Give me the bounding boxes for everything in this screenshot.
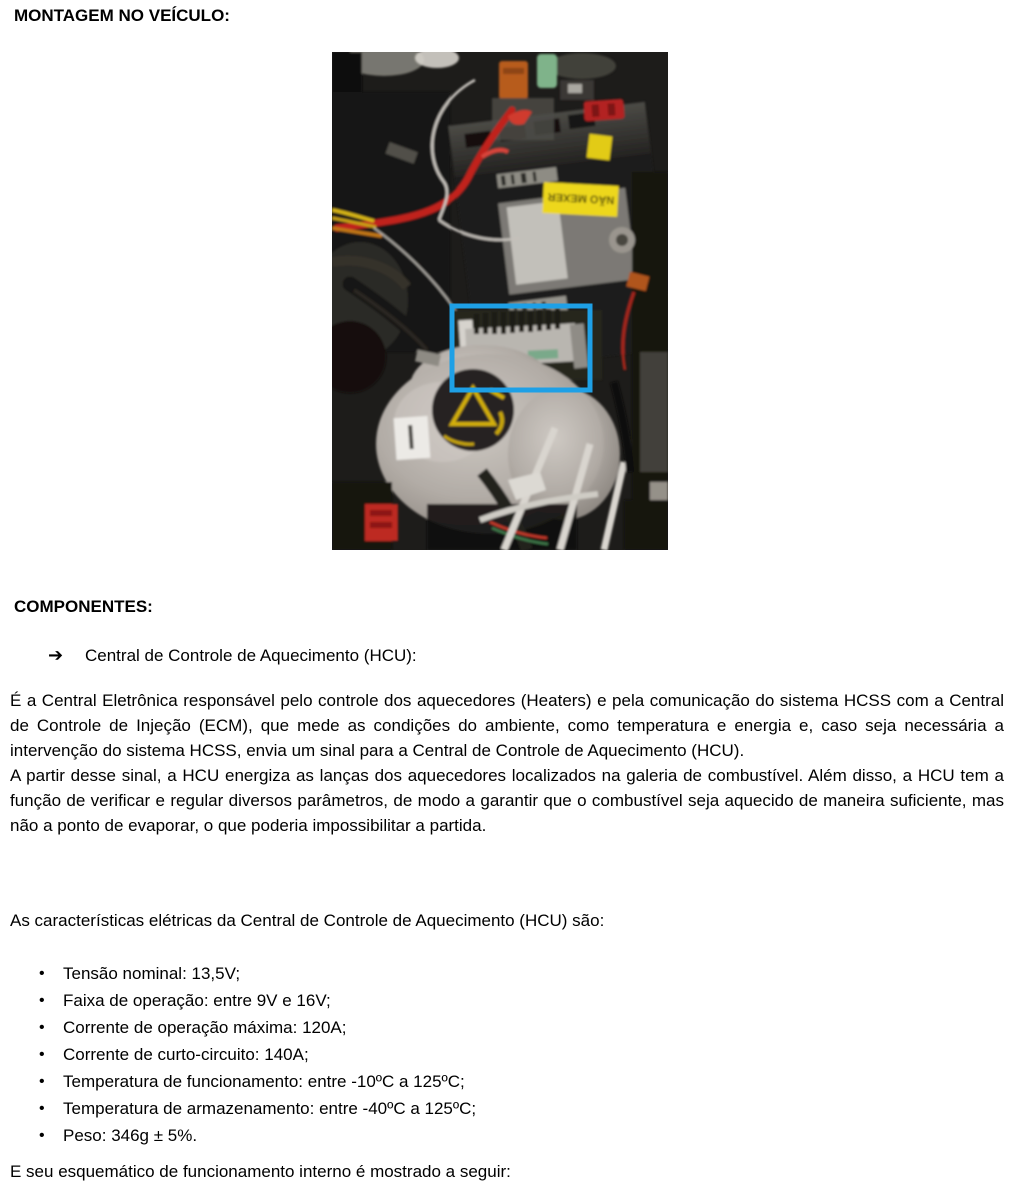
spec-item-corrente-operacao (0, 1014, 1000, 1041)
hcu-description (10, 688, 1004, 838)
spec-item-corrente-curto (0, 1041, 1000, 1068)
spec-text: Tensão nominal: 13,5V; (63, 964, 241, 983)
spec-text: Temperatura de funcionamento: entre -10ºC a 125ºC; (63, 1072, 465, 1091)
spec-list (0, 960, 1000, 1149)
arrow-icon: ➔ (48, 645, 64, 665)
bullet-icon: • (39, 1127, 45, 1144)
components-heading: COMPONENTES: (14, 597, 153, 616)
closing-line: E seu esquemático de funcionamento interno é mostrado a seguir: (10, 1162, 511, 1181)
spec-item-temp-funcionamento (0, 1068, 1000, 1095)
bullet-icon: • (39, 1073, 45, 1090)
spec-text: Temperatura de armazenamento: entre -40ºC a 125ºC; (63, 1099, 477, 1118)
spec-text: Corrente de curto-circuito: 140A; (63, 1045, 309, 1064)
nao-mexer-sticker (542, 182, 619, 217)
hcu-paragraph-1: É a Central Eletrônica responsável pelo controle dos aquecedores (Heaters) e pela comunicação do sistema HCSS com a Central de Controle de Injeção (ECM), que mede as condições do ambiente, como temperatura e energia e, caso seja necessária a intervenção do sistema HCSS, envia um sinal para a Central de Controle de Aquecimento (HCU). (10, 691, 1004, 760)
red-fuse (583, 99, 624, 122)
hcu-paragraph-2: A partir desse sinal, a HCU energiza as lanças dos aquecedores localizados na galeria de combustível. Além disso, a HCU tem a função de verificar e regular diversos parâmetros, de modo a garantir que o combustível seja aquecido de maneira suficiente, mas não a ponto de evaporar, o que poderia impossibilitar a partida. (10, 766, 1004, 835)
spec-text: Faixa de operação: entre 9V e 16V; (63, 991, 331, 1010)
bullet-icon: • (39, 965, 45, 982)
bullet-icon: • (39, 1046, 45, 1063)
characteristics-intro: As características elétricas da Central de Controle de Aquecimento (HCU) são: (10, 911, 605, 930)
spec-text: Corrente de operação máxima: 120A; (63, 1018, 347, 1037)
vehicle-photo (332, 52, 668, 550)
svg-text:NÃO MEXER: NÃO MEXER (547, 190, 615, 206)
green-connector (537, 54, 557, 88)
hcu-list-item (48, 645, 417, 666)
spec-text: Peso: 346g ± 5%. (63, 1126, 198, 1145)
tank-label (394, 416, 431, 460)
spec-item-temp-armazenamento (0, 1095, 1000, 1122)
tank-cap (432, 369, 514, 451)
bullet-icon: • (39, 1100, 45, 1117)
bullet-icon: • (39, 1019, 45, 1036)
engine-bay-photo (332, 52, 668, 550)
spec-item-peso (0, 1122, 1000, 1149)
spec-item-tensao-nominal (0, 960, 1000, 987)
bullet-icon: • (39, 992, 45, 1009)
hcu-item-label: Central de Controle de Aquecimento (HCU): (85, 646, 417, 665)
orange-connector (499, 61, 528, 99)
page-title: MONTAGEM NO VEÍCULO: (14, 6, 230, 25)
yellow-square-sticker (587, 134, 613, 161)
spec-item-faixa-operacao (0, 987, 1000, 1014)
